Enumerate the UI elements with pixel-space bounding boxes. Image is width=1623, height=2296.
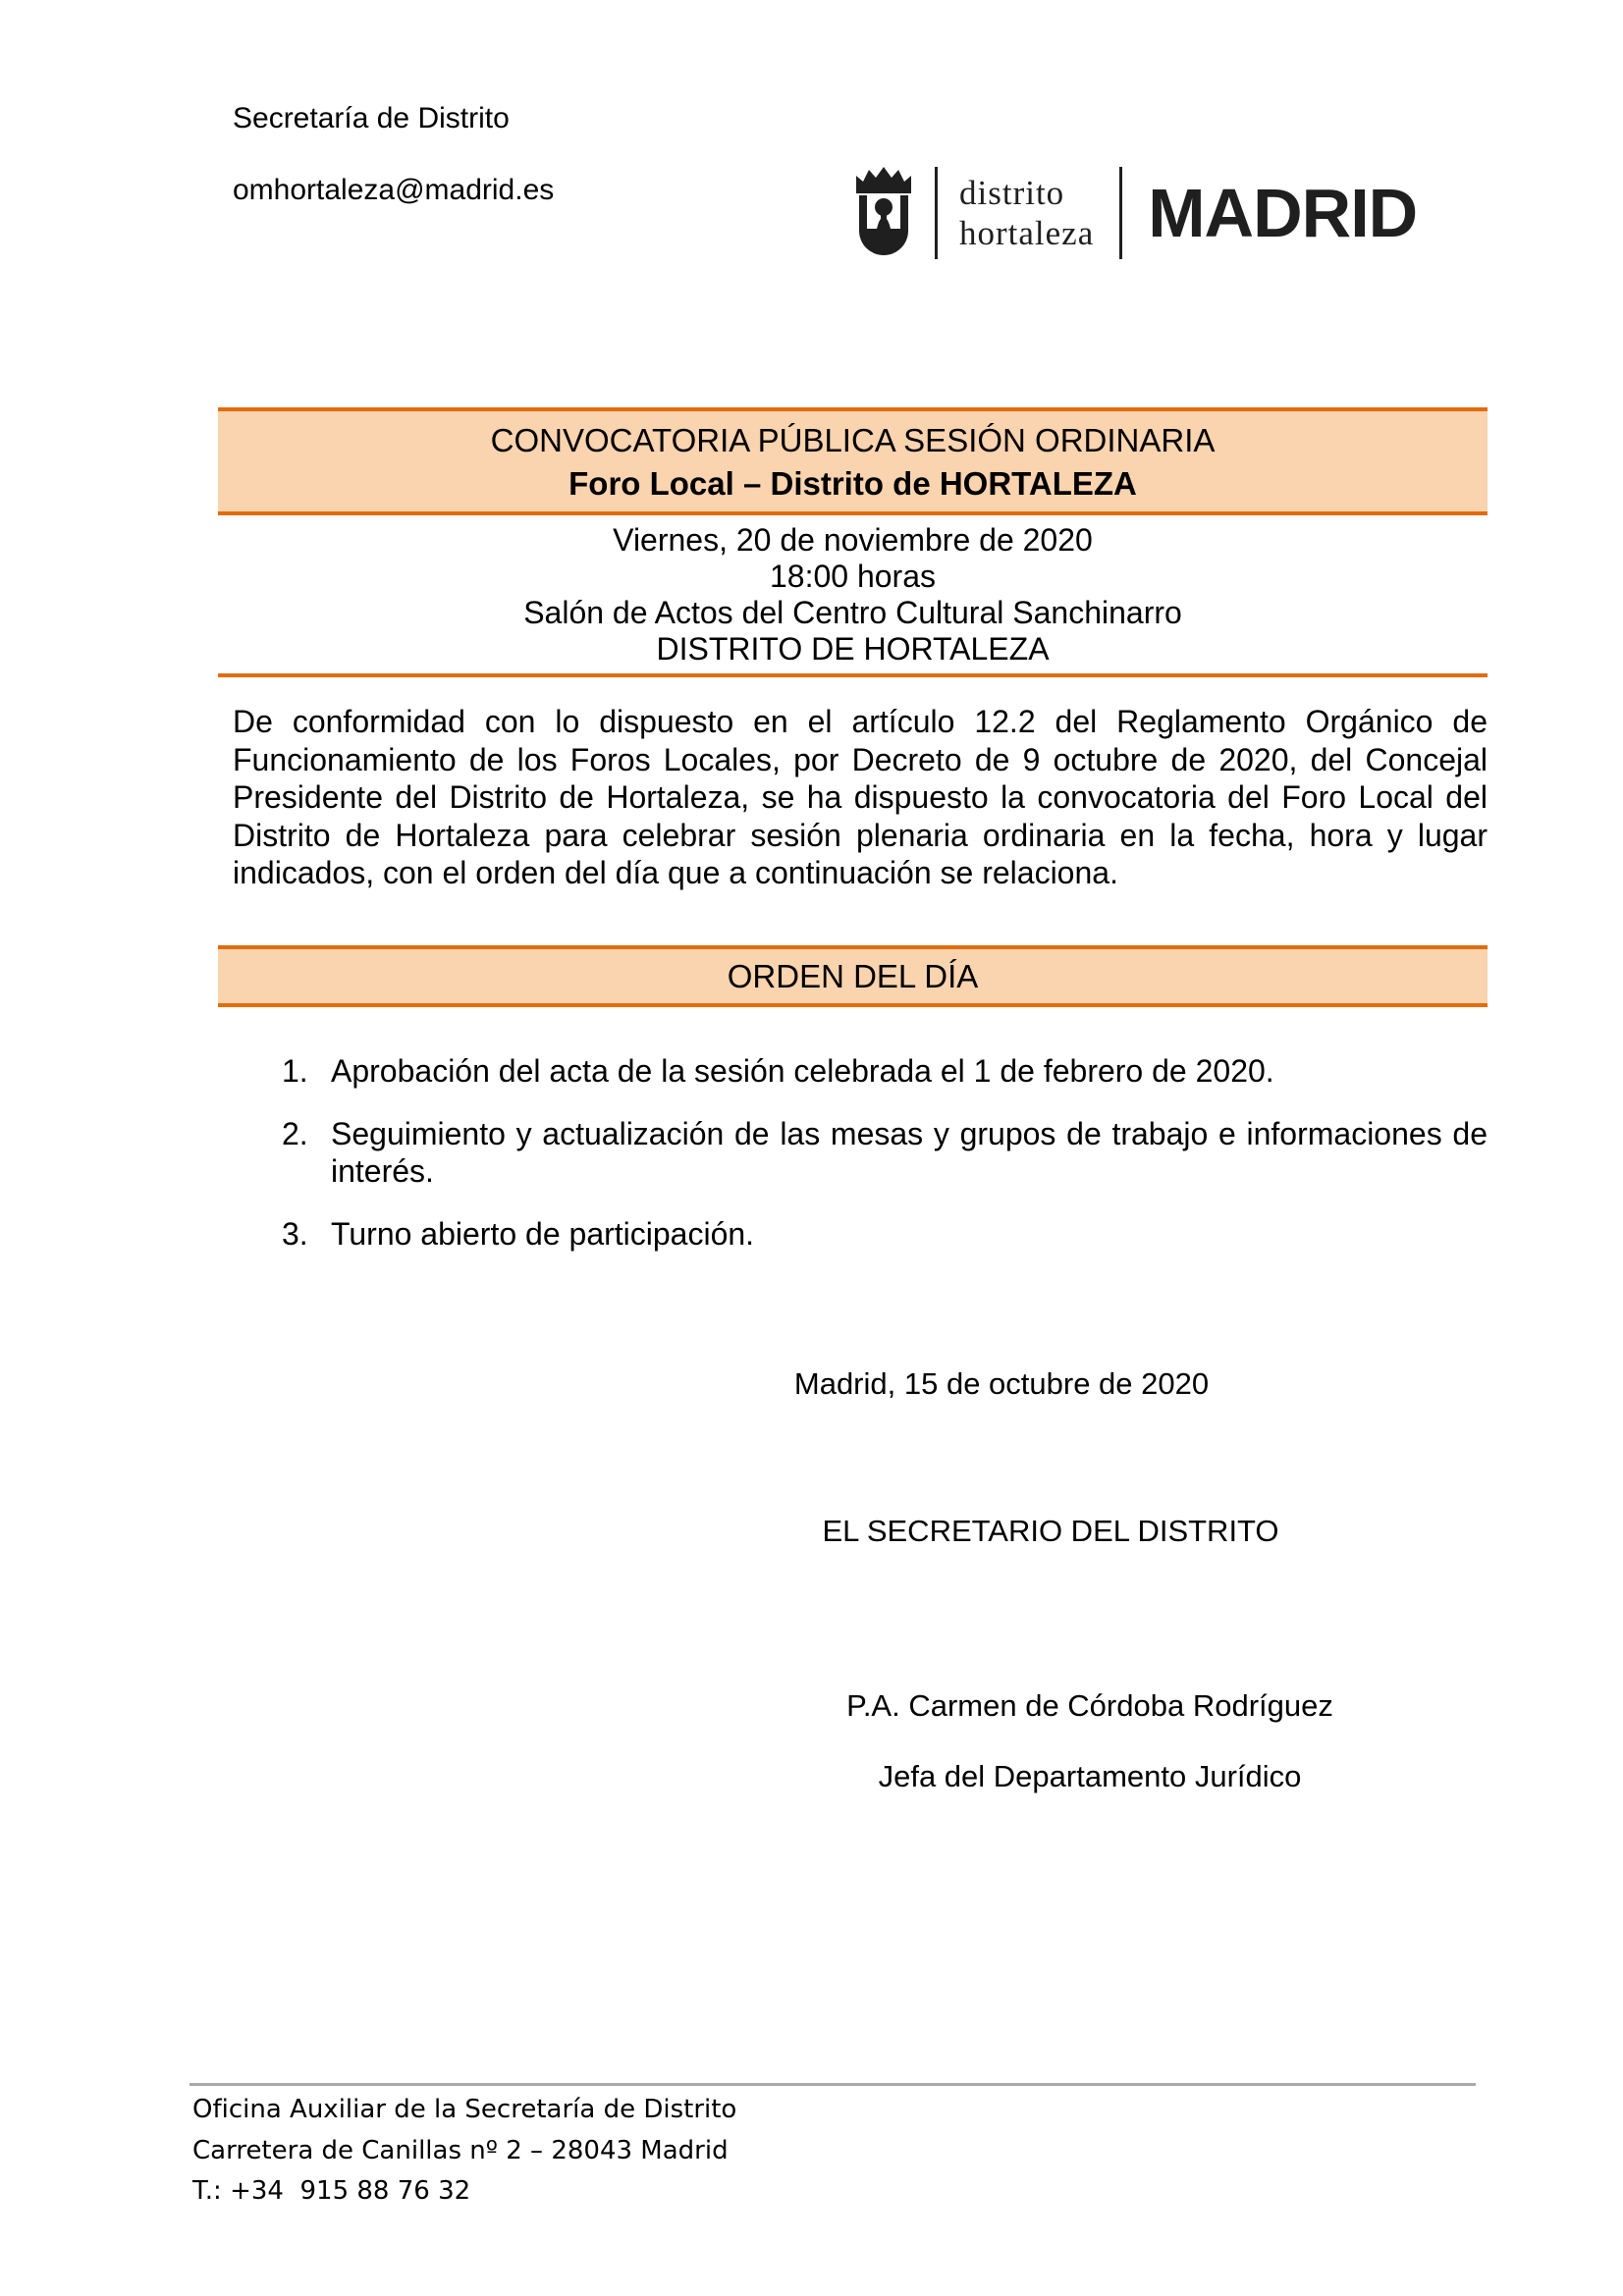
agenda-item-text: Turno abierto de participación.	[331, 1215, 755, 1252]
agenda-item-number: 3.	[282, 1215, 308, 1252]
agenda-list	[282, 1052, 1488, 1277]
convocatoria-subtitle: Foro Local – Distrito de HORTALEZA	[568, 465, 1137, 502]
session-district: DISTRITO DE HORTALEZA	[656, 631, 1050, 667]
footer-address: Carretera de Canillas nº 2 – 28043 Madrid	[192, 2136, 729, 2165]
logo-district-line1: distrito	[959, 174, 1065, 212]
convocatoria-title: CONVOCATORIA PÚBLICA SESIÓN ORDINARIA	[490, 422, 1216, 458]
sender-email: omhortaleza@madrid.es	[233, 174, 555, 206]
agenda-item	[282, 1215, 1488, 1254]
session-time: 18:00 horas	[769, 559, 936, 594]
agenda-item-number: 2.	[282, 1115, 308, 1151]
intro-paragraph: De conformidad con lo dispuesto en el artículo 12.2 del Reglamento Orgánico de Funcionamiento de los Foros Locales, por Decreto de 9 octubre de 2020, del Concejal Presidente del Distrito de Hortaleza, se ha dispuesto la convocatoria del Foro Local del Distrito de Hortaleza para celebrar sesión plenaria ordinaria en la fecha, hora y lugar indicados, con el orden del día que a continuación se relaciona.	[233, 704, 1488, 890]
madrid-crest-icon	[852, 164, 915, 262]
signature-name: P.A. Carmen de Córdoba Rodríguez	[846, 1688, 1333, 1723]
footer-phone: T.: +34 915 88 76 32	[192, 2176, 471, 2206]
agenda-item-text: Aprobación del acta de la sesión celebrada el 1 de febrero de 2020.	[331, 1053, 1274, 1089]
logo-district-name	[959, 173, 1094, 253]
signature-title: EL SECRETARIO DEL DISTRITO	[822, 1514, 1279, 1548]
agenda-item-number: 1.	[282, 1053, 308, 1089]
logo-city-name: MADRID	[1148, 175, 1418, 251]
session-date: Viernes, 20 de noviembre de 2020	[613, 522, 1093, 558]
convocatoria-banner	[218, 407, 1488, 515]
logo-district-line2: hortaleza	[959, 214, 1095, 252]
agenda-item	[282, 1115, 1488, 1191]
footer-divider	[189, 2083, 1476, 2086]
agenda-item-text: Seguimiento y actualización de las mesas y grupos de trabajo e informaciones de interés.	[331, 1115, 1488, 1189]
footer-office: Oficina Auxiliar de la Secretaría de Distrito	[192, 2095, 737, 2124]
agenda-heading: ORDEN DEL DÍA	[218, 945, 1488, 1007]
logo-divider	[935, 167, 938, 259]
convocatoria-table	[218, 407, 1488, 677]
logo-divider	[1119, 167, 1122, 259]
agenda-item	[282, 1052, 1488, 1091]
sender-department: Secretaría de Distrito	[233, 102, 510, 134]
session-venue: Salón de Actos del Centro Cultural Sanchinarro	[523, 595, 1182, 630]
madrid-logo	[852, 160, 1417, 266]
signature-role: Jefa del Departamento Jurídico	[878, 1759, 1302, 1793]
signature-place-date: Madrid, 15 de octubre de 2020	[793, 1366, 1210, 1401]
session-details	[218, 515, 1488, 677]
